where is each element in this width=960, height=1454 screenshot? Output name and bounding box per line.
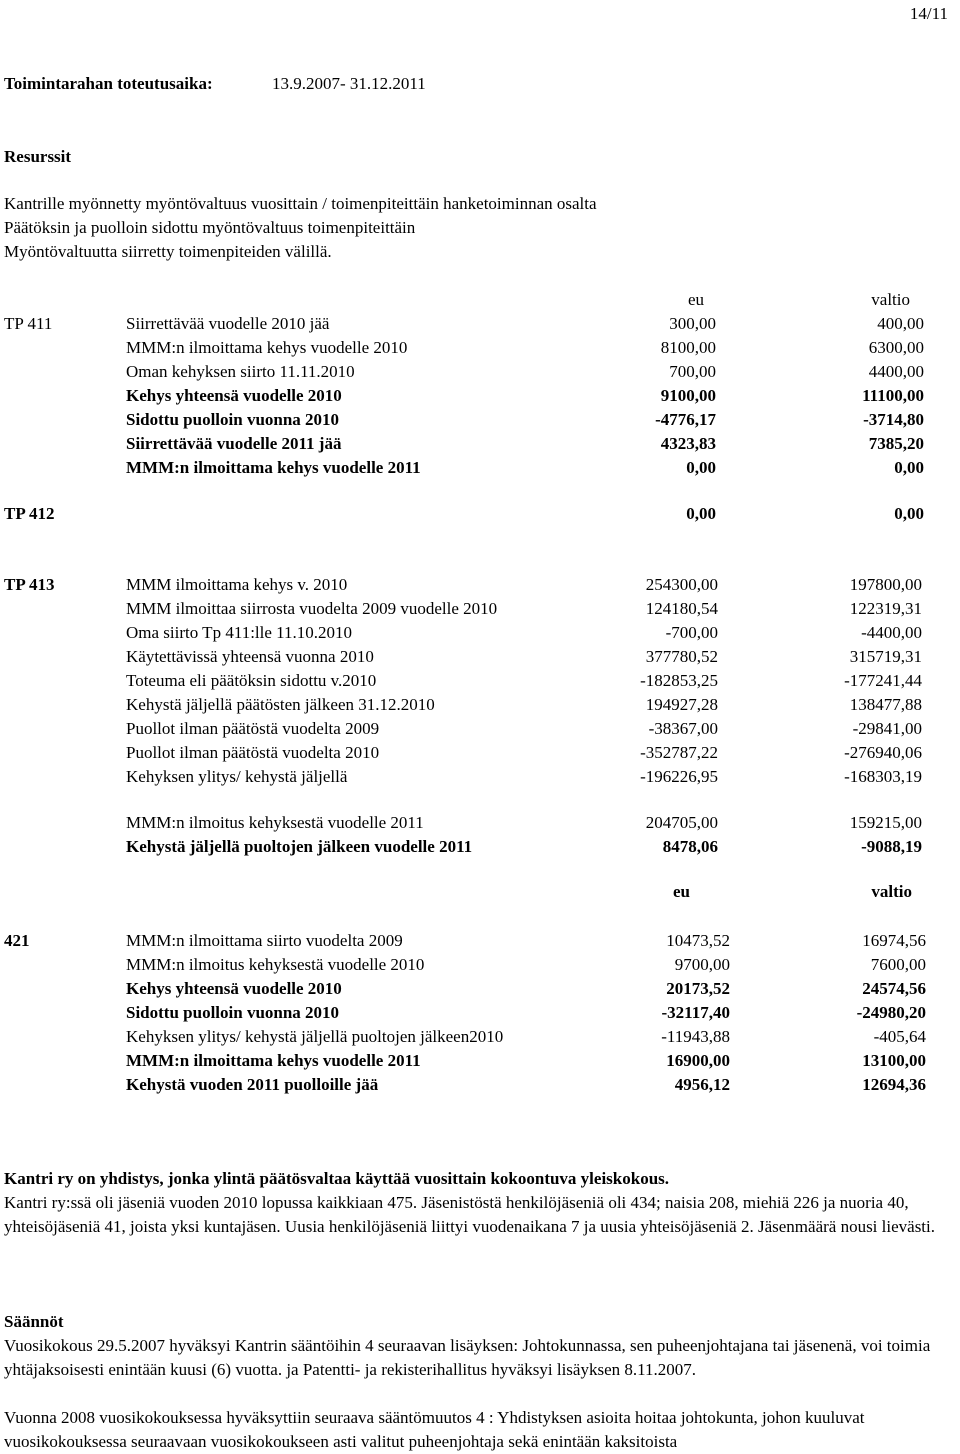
section-421-row-desc: Kehystä vuoden 2011 puolloille jää: [126, 1075, 379, 1094]
tp413-row-desc: Puollot ilman päätöstä vuodelta 2009: [126, 719, 380, 738]
section-421-row-eu: 16900,00: [666, 1051, 730, 1070]
tp413-row-eu: -38367,00: [648, 719, 718, 738]
section-421-row-desc: Kehyksen ylitys/ kehystä jäljellä puoltojen jälkeen2010: [126, 1027, 504, 1046]
tp411-row-desc: Siirrettävää vuodelle 2011 jää: [126, 434, 342, 453]
section-421-label: 421: [4, 931, 30, 950]
tp413-row-eu: 254300,00: [645, 575, 718, 594]
section-421-row-valtio: 16974,56: [862, 931, 926, 950]
section-421-row-desc: MMM:n ilmoitus kehyksestä vuodelle 2010: [126, 955, 425, 974]
tp411-row-desc: Siirrettävää vuodelle 2010 jää: [126, 314, 330, 333]
tp413-summary-row-valtio: -9088,19: [861, 837, 922, 856]
tp413-row-eu: 124180,54: [645, 599, 718, 618]
tp413-summary-row-desc: MMM:n ilmoitus kehyksestä vuodelle 2011: [126, 813, 424, 832]
tp413-summary-row-eu: 8478,06: [662, 837, 718, 856]
tp413-row-desc: Puollot ilman päätöstä vuodelta 2010: [126, 743, 380, 762]
section-421-row-eu: -32117,40: [661, 1003, 730, 1022]
section-421-row-desc: Sidottu puolloin vuonna 2010: [126, 1003, 340, 1022]
tp413-row-eu: -352787,22: [640, 743, 718, 762]
tp411-row-desc: Sidottu puolloin vuonna 2010: [126, 410, 340, 429]
resources-heading: Resurssit: [4, 147, 72, 166]
section-421-row-eu: 9700,00: [674, 955, 730, 974]
rules-heading: Säännöt: [4, 1312, 64, 1331]
tp413-row-eu: 194927,28: [645, 695, 718, 714]
table1-col-valtio: valtio: [871, 290, 910, 309]
table2-col-valtio: valtio: [871, 882, 912, 901]
tp412-label: TP 412: [4, 504, 55, 523]
table2-col-eu: eu: [673, 882, 690, 901]
tp411-row-eu: 9100,00: [660, 386, 716, 405]
tp411-row-valtio: 0,00: [894, 458, 924, 477]
tp413-row-valtio: -168303,19: [844, 767, 922, 786]
tp413-row-valtio: -276940,06: [844, 743, 922, 762]
tp411-row-desc: MMM:n ilmoittama kehys vuodelle 2010: [126, 338, 408, 357]
resources-intro-line-3: Myöntövaltuutta siirretty toimenpiteiden välillä.: [4, 242, 332, 261]
tp412-eu: 0,00: [686, 504, 716, 523]
tp413-row-valtio: -4400,00: [861, 623, 922, 642]
tp413-label: TP 413: [4, 575, 55, 594]
tp411-row-eu: 700,00: [669, 362, 716, 381]
tp413-row-desc: Toteuma eli päätöksin sidottu v.2010: [126, 671, 377, 690]
tp411-row-valtio: 6300,00: [868, 338, 924, 357]
section-421-row-eu: 20173,52: [666, 979, 730, 998]
membership-text: Kantri ry:ssä oli jäseniä vuoden 2010 lopussa kaikkiaan 475. Jäsenistöstä henkilöjäseniä oli 434; naisia 208, miehiä 226 ja nuoria 40, yhteisöjäseniä 41, joista yksi kuntajäsen. Uusia henkilöjäseniä liittyi vuodenaikana 7 ja uusia yhteisöjäseniä 2. Jäsenmäärä nousi lievästi.: [4, 1193, 936, 1236]
section-421-row-valtio: 12694,36: [862, 1075, 926, 1094]
tp413-row-desc: Käytettävissä yhteensä vuonna 2010: [126, 647, 374, 666]
tp413-row-desc: Kehyksen ylitys/ kehystä jäljellä: [126, 767, 348, 786]
rules-paragraph-2: Vuonna 2008 vuosikokouksessa hyväksyttiin seuraava sääntömuutos 4 : Yhdistyksen asioita hoitaa johtokunta, johon kuuluvat vuosikokouksessa seuraavaan vuosikokoukseen asti valitut puheenjohtaja sekä enintään kaksitoista: [4, 1408, 865, 1451]
tp413-row-eu: 377780,52: [645, 647, 718, 666]
implementation-period-value: 13.9.2007- 31.12.2011: [272, 74, 426, 93]
tp413-row-desc: MMM ilmoittaa siirrosta vuodelta 2009 vuodelle 2010: [126, 599, 498, 618]
tp411-row-valtio: 11100,00: [862, 386, 924, 405]
tp411-row-valtio: 400,00: [877, 314, 924, 333]
tp413-row-valtio: -177241,44: [844, 671, 922, 690]
section-421-row-valtio: 24574,56: [862, 979, 926, 998]
tp411-row-eu: -4776,17: [655, 410, 716, 429]
tp413-row-valtio: 197800,00: [849, 575, 922, 594]
tp411-row-desc: MMM:n ilmoittama kehys vuodelle 2011: [126, 458, 421, 477]
tp411-row-desc: Oman kehyksen siirto 11.11.2010: [126, 362, 355, 381]
tp413-row-eu: -196226,95: [640, 767, 718, 786]
tp413-summary-row-valtio: 159215,00: [849, 813, 922, 832]
tp413-row-eu: -700,00: [665, 623, 718, 642]
membership-heading: Kantri ry on yhdistys, jonka ylintä päätösvaltaa käyttää vuosittain kokoontuva yleiskokous.: [4, 1169, 670, 1188]
section-421-row-eu: -11943,88: [661, 1027, 730, 1046]
tp413-summary-row-desc: Kehystä jäljellä puoltojen jälkeen vuodelle 2011: [126, 837, 473, 856]
tp411-label: TP 411: [4, 314, 53, 333]
tp411-row-eu: 300,00: [669, 314, 716, 333]
tp413-summary-row-eu: 204705,00: [645, 813, 718, 832]
section-421-row-desc: MMM:n ilmoittama kehys vuodelle 2011: [126, 1051, 421, 1070]
section-421-row-desc: Kehys yhteensä vuodelle 2010: [126, 979, 342, 998]
resources-intro-line-2: Päätöksin ja puolloin sidottu myöntövaltuus toimenpiteittäin: [4, 218, 416, 237]
implementation-period-label: Toimintarahan toteutusaika:: [4, 74, 213, 93]
tp413-row-desc: Oma siirto Tp 411:lle 11.10.2010: [126, 623, 353, 642]
tp412-valtio: 0,00: [894, 504, 924, 523]
section-421-row-valtio: 13100,00: [862, 1051, 926, 1070]
rules-paragraph-1: Vuosikokous 29.5.2007 hyväksyi Kantrin sääntöihin 4 seuraavan lisäyksen: Johtokunnassa, sen puheenjohtajana tai jäsenenä, voi toimia yhtäjaksoisesti enintään kuusi (6) vuotta. ja Patentti- ja rekisterihallitus hyväksyi lisäyksen 8.11.2007.: [4, 1336, 931, 1379]
tp411-row-eu: 0,00: [686, 458, 716, 477]
tp413-row-valtio: -29841,00: [852, 719, 922, 738]
tp413-row-desc: MMM ilmoittama kehys v. 2010: [126, 575, 348, 594]
section-421-row-valtio: -24980,20: [856, 1003, 926, 1022]
tp411-row-valtio: 4400,00: [868, 362, 924, 381]
resources-intro-line-1: Kantrille myönnetty myöntövaltuus vuosittain / toimenpiteittäin hanketoiminnan osalta: [4, 194, 597, 213]
table1-col-eu: eu: [687, 290, 704, 309]
tp411-row-valtio: 7385,20: [868, 434, 924, 453]
tp411-row-eu: 8100,00: [660, 338, 716, 357]
tp413-row-valtio: 122319,31: [849, 599, 922, 618]
tp411-row-eu: 4323,83: [660, 434, 716, 453]
tp413-row-valtio: 138477,88: [849, 695, 922, 714]
tp411-row-valtio: -3714,80: [863, 410, 924, 429]
tp413-row-valtio: 315719,31: [849, 647, 922, 666]
section-421-row-valtio: -405,64: [873, 1027, 926, 1046]
section-421-row-desc: MMM:n ilmoittama siirto vuodelta 2009: [126, 931, 403, 950]
tp413-row-eu: -182853,25: [640, 671, 718, 690]
tp413-row-desc: Kehystä jäljellä päätösten jälkeen 31.12.2010: [126, 695, 435, 714]
page-number: 14/11: [909, 4, 948, 23]
section-421-row-eu: 4956,12: [674, 1075, 730, 1094]
section-421-row-valtio: 7600,00: [870, 955, 926, 974]
section-421-row-eu: 10473,52: [666, 931, 730, 950]
tp411-row-desc: Kehys yhteensä vuodelle 2010: [126, 386, 342, 405]
